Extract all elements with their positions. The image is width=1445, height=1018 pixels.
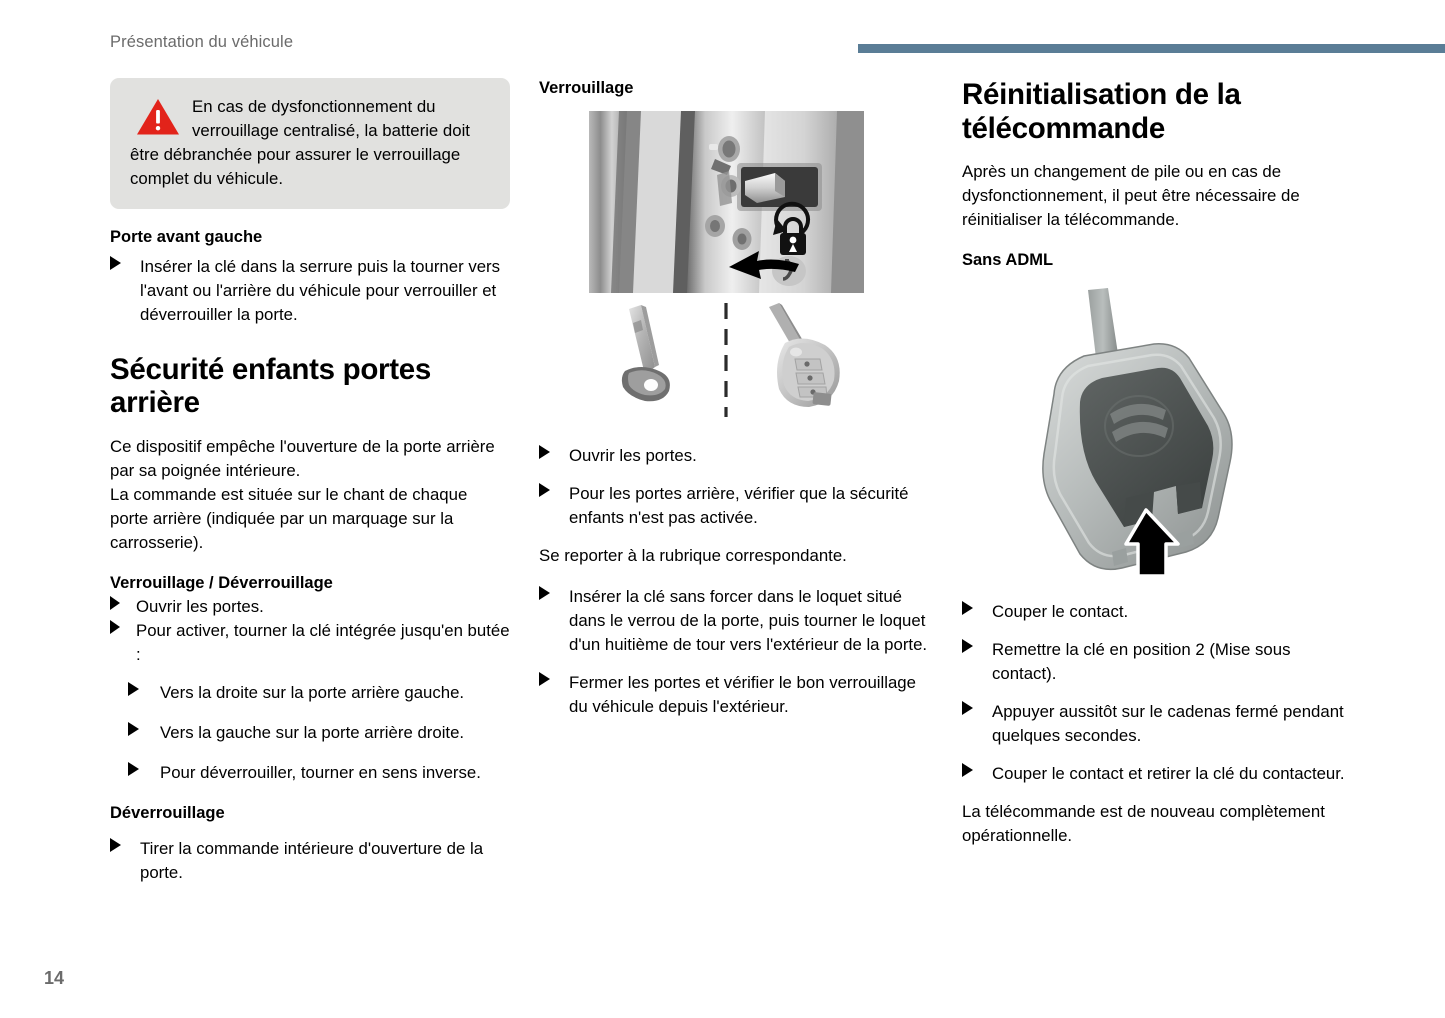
page-number: 14 — [44, 968, 65, 988]
bullet-triangle-icon — [110, 838, 121, 852]
locking-instruction-list-two — [539, 585, 939, 719]
list-item — [110, 837, 510, 885]
left-column — [110, 78, 510, 885]
list-item — [962, 638, 1354, 686]
bullet-triangle-icon — [539, 672, 550, 686]
remote-key-fob-illustration — [1026, 286, 1306, 576]
list-item — [962, 600, 1354, 624]
subheading-lock-unlock: Verrouillage / Déverrouillage — [110, 573, 333, 592]
list-item — [539, 482, 939, 530]
list-item — [539, 444, 939, 468]
list-item-text: Pour les portes arrière, vérifier que la sécurité enfants n'est pas activée. — [569, 484, 909, 528]
heading-child-safety: Sécurité enfants portes arrière — [110, 352, 431, 420]
list-item-text: Appuyer aussitôt sur le cadenas fermé pendant quelques secondes. — [992, 701, 1344, 745]
unlock-instruction-list — [110, 837, 510, 885]
lock-unlock-sub-instruction-list — [128, 681, 510, 785]
front-door-instruction-list — [110, 255, 510, 327]
subheading-without-adml: Sans ADML — [962, 251, 1054, 270]
child-safety-paragraph-2: La commande est située sur le chant de chaque porte arrière (indiquée par un marquage sur la carrosserie). — [110, 484, 468, 552]
emergency-key — [622, 305, 670, 401]
list-item-text: Vers la droite sur la porte arrière gauche. — [160, 683, 465, 703]
list-item — [128, 721, 510, 745]
heading-remote-reset: Réinitialisation de la télécommande — [962, 78, 1241, 145]
list-item-text: Remettre la clé en position 2 (Mise sous contact). — [992, 639, 1291, 683]
bullet-triangle-icon — [110, 596, 120, 610]
warning-triangle-icon — [136, 98, 180, 136]
list-item — [962, 762, 1354, 786]
bullet-triangle-icon — [962, 601, 973, 615]
integrated-key-variants-illustration — [589, 297, 864, 422]
list-item-text: Couper le contact et retirer la clé du contacteur. — [992, 763, 1345, 783]
subheading-locking: Verrouillage — [539, 79, 634, 97]
bullet-triangle-icon — [110, 620, 120, 634]
list-item — [128, 681, 510, 705]
list-item-text: Couper le contact. — [992, 601, 1129, 621]
list-item — [128, 761, 510, 785]
bullet-triangle-icon — [128, 762, 139, 776]
list-item-text: Insérer la clé sans forcer dans le loquet situé dans le verrou de la porte, puis tourner le loquet d'un huitième de tour vers l'extérieur de la porte. — [569, 586, 928, 654]
remote-reset-intro: Après un changement de pile ou en cas de dysfonctionnement, il peut être nécessaire de réinitialiser la télécommande. — [962, 162, 1300, 230]
subheading-front-left-door: Porte avant gauche — [110, 228, 263, 247]
list-item-text: Vers la gauche sur la porte arrière droite. — [160, 723, 465, 743]
list-item — [539, 585, 939, 657]
warning-callout — [110, 78, 510, 209]
right-column — [962, 78, 1354, 848]
bullet-triangle-icon — [539, 445, 550, 459]
list-item — [110, 619, 510, 667]
list-item-text: Pour déverrouiller, tourner en sens inverse. — [160, 763, 481, 783]
bullet-triangle-icon — [539, 483, 550, 497]
child-safety-paragraph-1: Ce dispositif empêche l'ouverture de la porte arrière par sa poignée intérieure. — [110, 436, 495, 480]
lock-unlock-instruction-list — [110, 595, 510, 667]
bullet-triangle-icon — [539, 586, 550, 600]
bullet-triangle-icon — [962, 763, 973, 777]
list-item — [539, 671, 939, 719]
bullet-triangle-icon — [128, 722, 139, 736]
list-item-text: Insérer la clé dans la serrure puis la tourner vers l'avant ou l'arrière du véhicule pour verrouiller et déverrouiller la porte. — [140, 256, 501, 324]
list-item-text: Fermer les portes et vérifier le bon verrouillage du véhicule depuis l'extérieur. — [569, 672, 916, 716]
cross-reference-note: Se reporter à la rubrique correspondante. — [539, 546, 847, 566]
list-item-text: Tirer la commande intérieure d'ouverture de la porte. — [140, 838, 484, 882]
running-head: Présentation du véhicule — [110, 33, 294, 51]
door-jamb-child-lock-illustration — [589, 111, 864, 293]
header-accent-rule — [858, 44, 1445, 53]
list-item — [110, 255, 510, 327]
list-item-text: Pour activer, tourner la clé intégrée jusqu'en butée : — [136, 621, 510, 665]
subheading-unlock: Déverrouillage — [110, 804, 225, 823]
list-item — [110, 595, 510, 619]
bullet-triangle-icon — [962, 639, 973, 653]
bullet-triangle-icon — [128, 682, 139, 696]
middle-column — [539, 78, 939, 719]
list-item-text: Ouvrir les portes. — [136, 597, 264, 617]
bullet-triangle-icon — [962, 701, 973, 715]
warning-text: En cas de dysfonctionnement du verrouillage centralisé, la batterie doit être débranchée pour assurer le verrouillage complet du véhicule. — [130, 97, 470, 189]
remote-reset-procedure-list — [962, 600, 1354, 786]
list-item-text: Ouvrir les portes. — [569, 446, 697, 466]
list-item — [962, 700, 1354, 748]
remote-reset-closing: La télécommande est de nouveau complètement opérationnelle. — [962, 801, 1325, 845]
remote-key-with-integrated-blade — [769, 303, 840, 407]
locking-instruction-list-one — [539, 444, 939, 530]
bullet-triangle-icon — [110, 256, 121, 270]
